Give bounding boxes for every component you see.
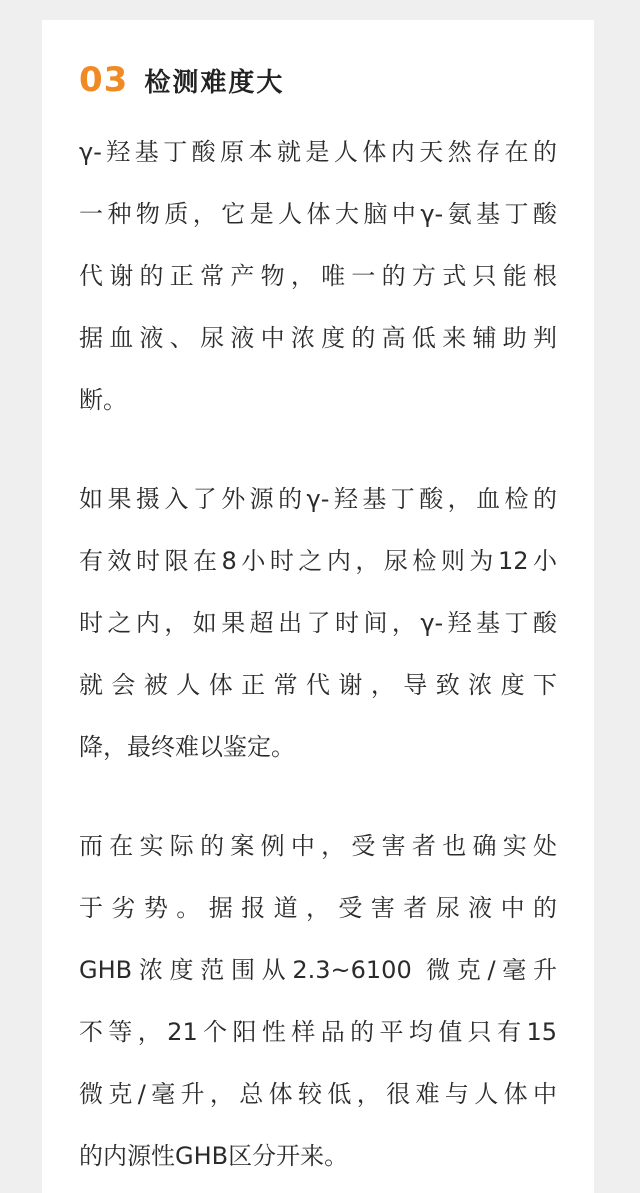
paragraph-line: 而在实际的案例中，受害者也确实处 [79, 832, 557, 860]
section-title: 检测难度大 [144, 67, 285, 98]
paragraph-line: GHB浓度范围从2.3~6100 微克/毫升 [79, 956, 557, 984]
paragraph-line: 于劣势。据报道，受害者尿液中的 [79, 894, 557, 922]
paragraph-line: 降，最终难以鉴定。 [79, 733, 295, 761]
paragraph-line: 的内源性GHB区分开来。 [79, 1142, 349, 1170]
section-number: 03 [79, 60, 129, 100]
paragraph-line: γ-羟基丁酸原本就是人体内天然存在的 [79, 138, 557, 166]
paragraph-line: 就会被人体正常代谢，导致浓度下 [79, 671, 557, 699]
paragraph-2 [79, 468, 557, 778]
paragraph-line: 微克/毫升，总体较低，很难与人体中 [79, 1080, 557, 1108]
paragraph-line: 时之内，如果超出了时间，γ-羟基丁酸 [79, 609, 557, 637]
paragraph-line: 不等，21个阳性样品的平均值只有15 [79, 1018, 557, 1046]
paragraph-3 [79, 815, 557, 1187]
paragraph-line: 一种物质，它是人体大脑中γ-氨基丁酸 [79, 200, 557, 228]
paragraph-line: 有效时限在8小时之内，尿检则为12小 [79, 547, 557, 575]
paragraph-line: 断。 [79, 386, 127, 414]
paragraph-line: 据血液、尿液中浓度的高低来辅助判 [79, 324, 557, 352]
paragraph-line: 代谢的正常产物，唯一的方式只能根 [79, 262, 557, 290]
paragraph-line: 如果摄入了外源的γ-羟基丁酸，血检的 [79, 485, 557, 513]
paragraph-1 [79, 121, 557, 431]
section-heading [79, 58, 284, 102]
